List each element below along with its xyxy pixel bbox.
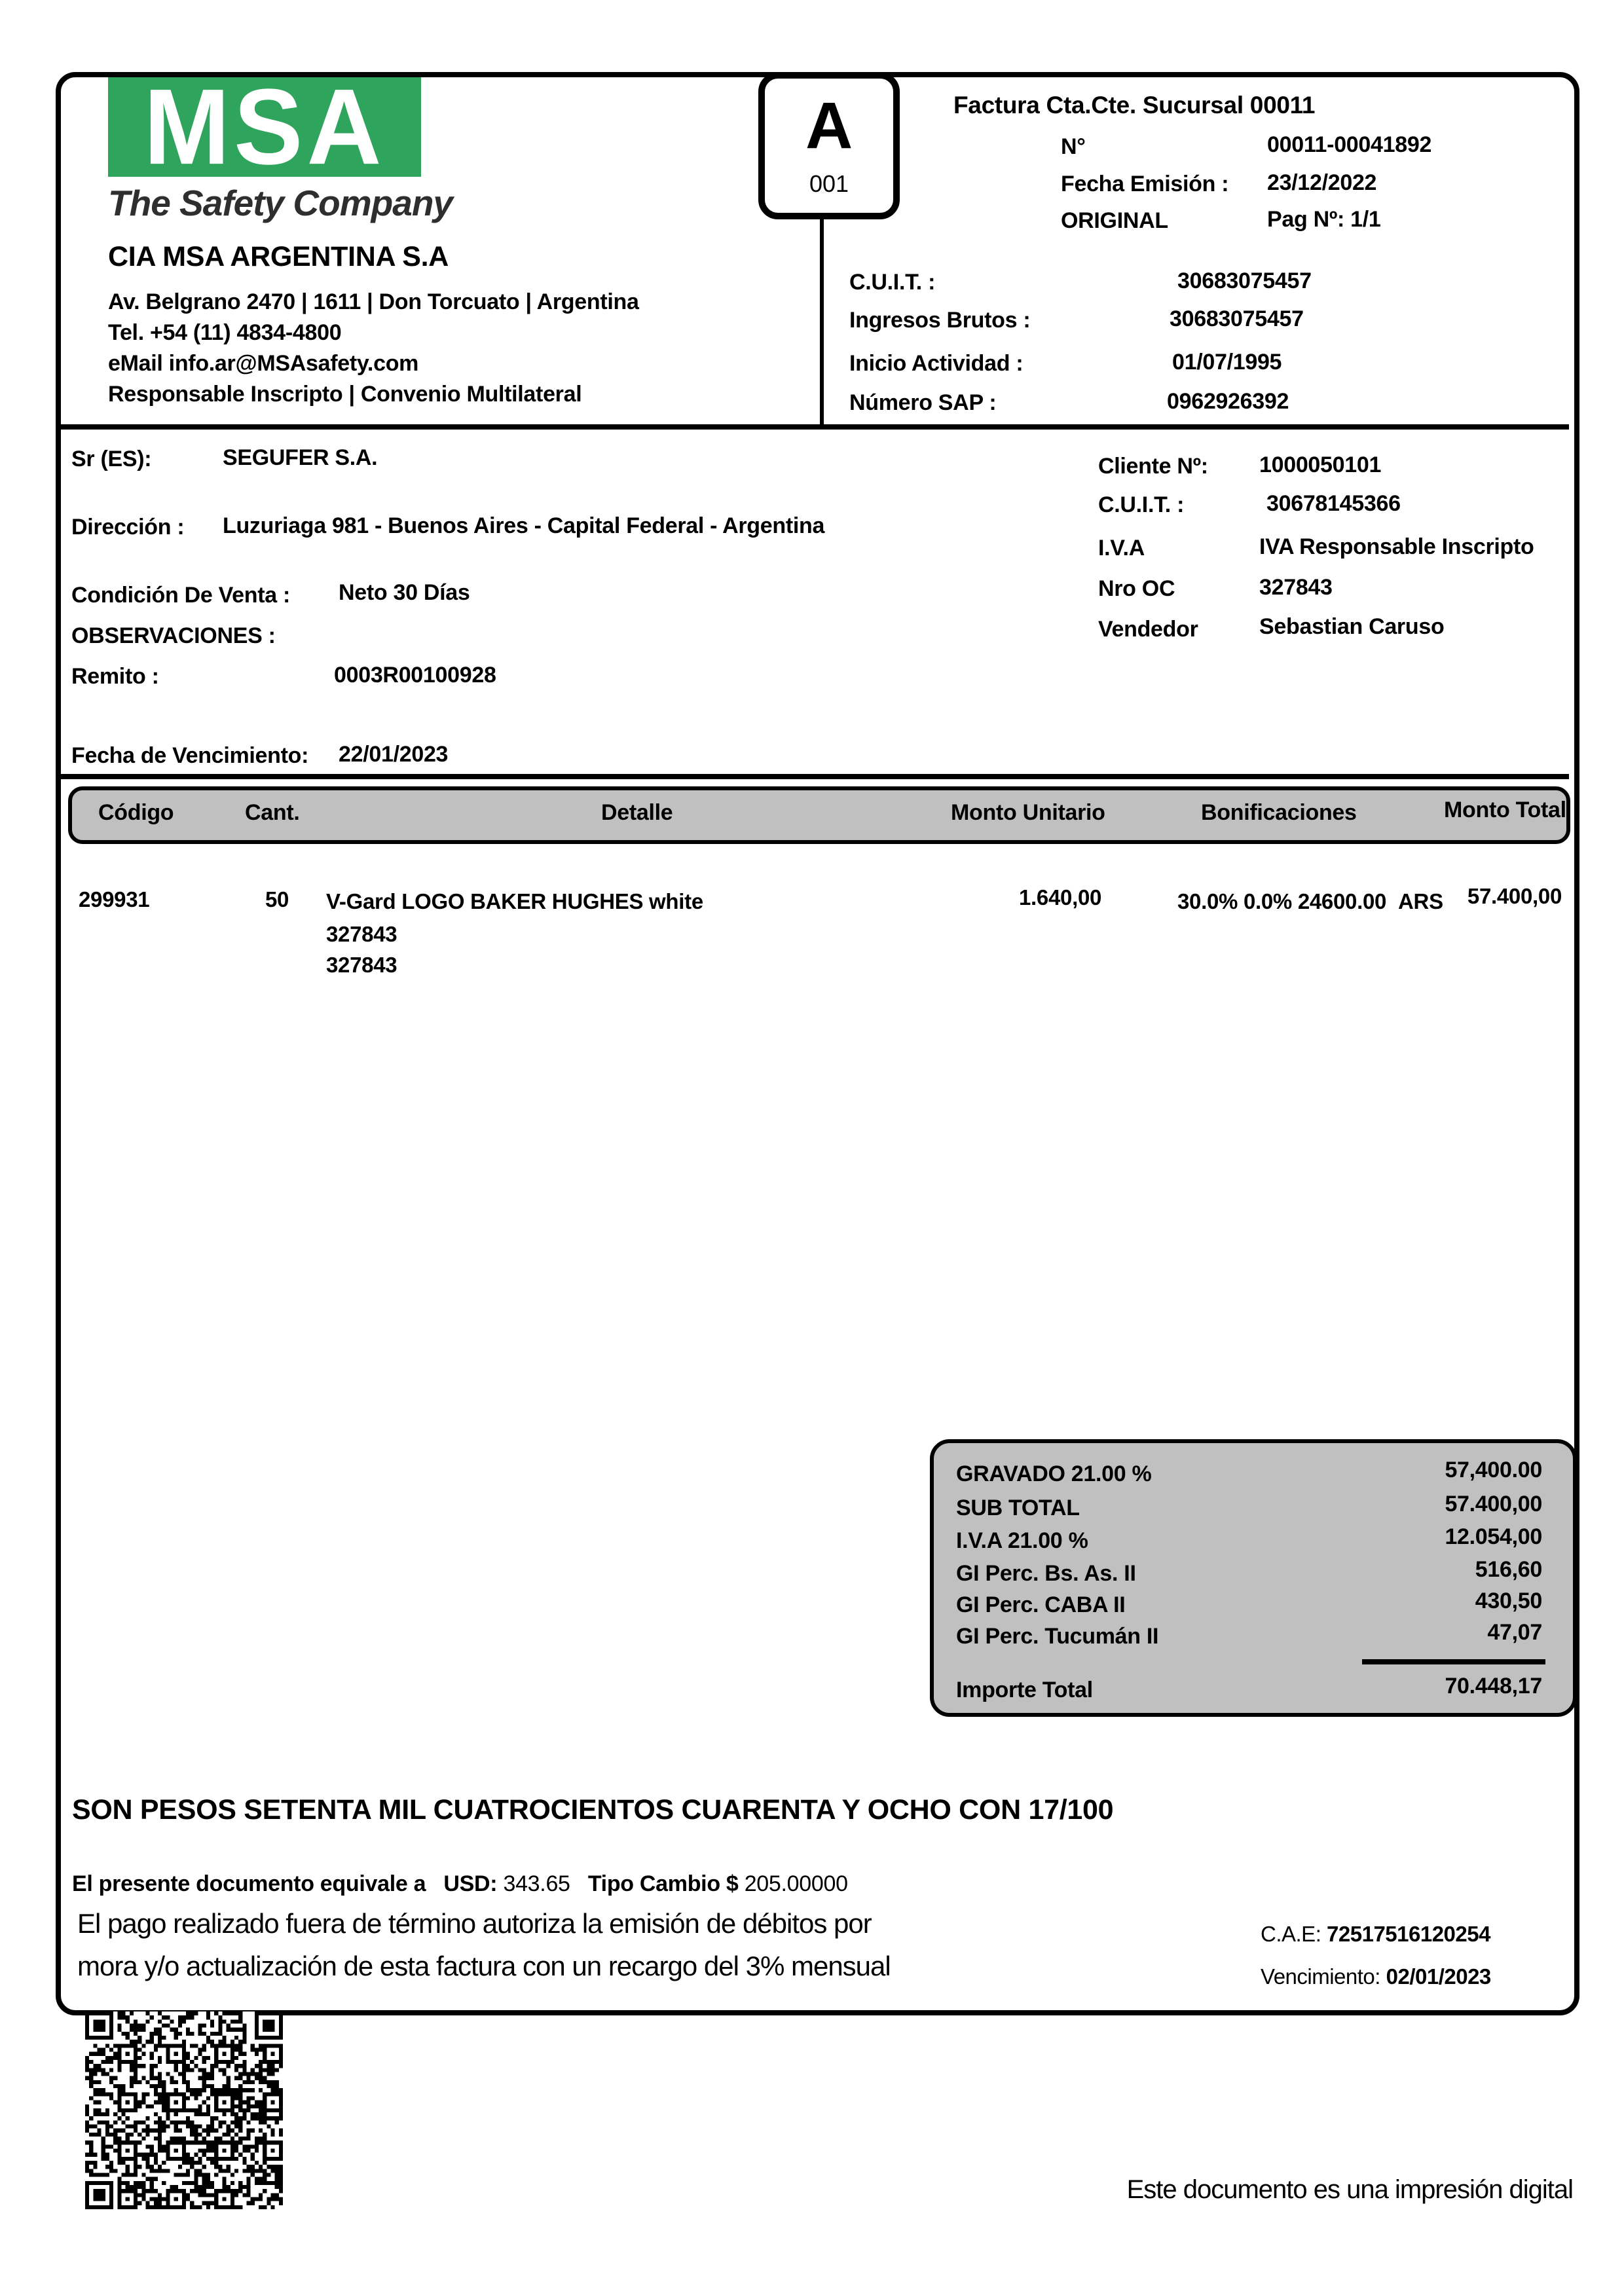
late-payment-line1: El pago realizado fuera de término autoriza la emisión de débitos por: [77, 1908, 872, 1939]
gross-income: 30683075457: [1170, 306, 1304, 331]
client-cuit: 30678145366: [1266, 491, 1401, 516]
invoice-type-code: 001: [809, 170, 849, 197]
totals-rule: [1362, 1659, 1545, 1664]
issue-date: 23/12/2022: [1267, 170, 1377, 195]
invoice-number-label: N°: [1061, 134, 1086, 159]
col-header-code: Código: [98, 800, 174, 825]
msa-logo-text: MSA: [143, 67, 386, 187]
company-info: [108, 287, 639, 410]
company-tax-status: Responsable Inscripto | Convenio Multilateral: [108, 382, 582, 407]
item-detail-line3: 327843: [326, 953, 397, 977]
col-header-total: Monto Total: [1444, 798, 1566, 822]
cae-line: [1261, 1922, 1490, 1947]
item-code: 299931: [79, 887, 150, 911]
qr-code: [85, 2011, 283, 2209]
cae-value: 72517516120254: [1327, 1922, 1490, 1946]
sap-number: 0962926392: [1167, 389, 1289, 414]
client-cuit-label: C.U.I.T. :: [1098, 492, 1185, 517]
seller-label: Vendedor: [1098, 617, 1198, 642]
invoice-type-letter: A: [805, 89, 853, 162]
company-cuit: 30683075457: [1177, 268, 1312, 293]
item-qty: 50: [265, 887, 289, 911]
invoice-number: 00011-00041892: [1267, 132, 1432, 157]
brand-tagline: The Safety Company: [108, 183, 453, 223]
totals-row-label: GI Perc. Bs. As. II: [956, 1561, 1136, 1586]
client-iva-label: I.V.A: [1098, 536, 1145, 560]
equiv-prefix: El presente documento equivale a: [72, 1871, 426, 1896]
totals-row-value: 516,60: [1475, 1557, 1542, 1582]
item-detail: V-Gard LOGO BAKER HUGHES white: [326, 889, 703, 913]
sale-condition-label: Condición De Venta :: [71, 583, 291, 608]
company-address: Av. Belgrano 2470 | 1611 | Don Torcuato | Argentina: [108, 289, 639, 314]
client-number: 1000050101: [1259, 452, 1382, 477]
totals-row-label: I.V.A 21.00 %: [956, 1528, 1088, 1553]
due-date: 22/01/2023: [339, 742, 449, 767]
item-bonifications: 30.0% 0.0% 24600.00: [1177, 889, 1387, 913]
col-header-bonif: Bonificaciones: [1201, 800, 1357, 825]
col-header-qty: Cant.: [245, 800, 300, 825]
usd-label: USD:: [443, 1871, 498, 1896]
digital-print-note: Este documento es una impresión digital: [1126, 2175, 1573, 2204]
totals-row-label: GI Perc. Tucumán II: [956, 1624, 1159, 1649]
invoice-type-box: [758, 72, 900, 219]
company-cuit-label: C.U.I.T. :: [849, 270, 936, 295]
client-iva: IVA Responsable Inscripto: [1259, 534, 1534, 559]
remito-label: Remito :: [71, 664, 159, 689]
item-currency: ARS: [1398, 889, 1443, 913]
remito: 0003R00100928: [334, 663, 496, 688]
client-number-label: Cliente Nº:: [1098, 454, 1208, 479]
seller: Sebastian Caruso: [1259, 614, 1445, 639]
grand-total-label: Importe Total: [956, 1678, 1093, 1702]
observations-label: OBSERVACIONES :: [71, 623, 276, 648]
page-number: Pag Nº: 1/1: [1267, 207, 1381, 232]
header-vertical-divider: [820, 203, 824, 426]
col-header-detail: Detalle: [601, 800, 673, 825]
header-divider: [56, 424, 1569, 430]
activity-start-label: Inicio Actividad :: [849, 351, 1024, 376]
client-oc-label: Nro OC: [1098, 576, 1175, 601]
cae-label: C.A.E:: [1261, 1922, 1321, 1946]
late-payment-notice: [77, 1902, 891, 1987]
late-payment-line2: mora y/o actualización de esta factura con un recargo del 3% mensual: [77, 1951, 891, 1981]
cae-due-label: Vencimiento:: [1261, 1964, 1380, 1989]
company-name: CIA MSA ARGENTINA S.A: [108, 241, 449, 272]
sale-condition: Neto 30 Días: [339, 580, 470, 605]
col-header-unit: Monto Unitario: [951, 800, 1105, 825]
totals-row-value: 47,07: [1487, 1620, 1542, 1645]
client-name: SEGUFER S.A.: [223, 445, 378, 470]
gross-income-label: Ingresos Brutos :: [849, 308, 1031, 333]
exchange-rate-value: 205.00000: [744, 1871, 848, 1896]
totals-row-label: GI Perc. CABA II: [956, 1592, 1126, 1617]
grand-total-value: 70.448,17: [1445, 1674, 1542, 1698]
issue-date-label: Fecha Emisión :: [1061, 172, 1229, 196]
cae-due-value: 02/01/2023: [1386, 1964, 1491, 1989]
item-total: 57.400,00: [1467, 884, 1562, 908]
activity-start: 01/07/1995: [1172, 350, 1282, 375]
invoice-title: Factura Cta.Cte. Sucursal 00011: [953, 92, 1316, 119]
totals-row-value: 57,400.00: [1445, 1458, 1542, 1482]
client-name-label: Sr (ES):: [71, 447, 152, 471]
client-address-label: Dirección :: [71, 515, 185, 540]
item-detail-line2: 327843: [326, 922, 397, 946]
company-email: eMail info.ar@MSAsafety.com: [108, 351, 419, 376]
original-label: ORIGINAL: [1061, 208, 1168, 233]
usd-equivalence-line: [72, 1871, 848, 1897]
client-address: Luzuriaga 981 - Buenos Aires - Capital Federal - Argentina: [223, 513, 825, 538]
totals-row-label: GRAVADO 21.00 %: [956, 1461, 1152, 1486]
client-table-divider: [56, 774, 1569, 779]
due-date-label: Fecha de Vencimiento:: [71, 743, 309, 768]
usd-value: 343.65: [503, 1871, 570, 1896]
client-oc: 327843: [1259, 575, 1333, 600]
exchange-rate-label: Tipo Cambio $: [587, 1871, 739, 1896]
sap-number-label: Número SAP :: [849, 390, 997, 415]
cae-due-line: [1261, 1964, 1491, 1989]
company-phone: Tel. +54 (11) 4834-4800: [108, 320, 342, 345]
totals-row-value: 57.400,00: [1445, 1492, 1542, 1516]
amount-in-words: SON PESOS SETENTA MIL CUATROCIENTOS CUARENTA Y OCHO CON 17/100: [72, 1794, 1114, 1826]
totals-row-value: 12.054,00: [1445, 1524, 1542, 1549]
totals-row-label: SUB TOTAL: [956, 1496, 1080, 1520]
msa-logo: [108, 67, 421, 187]
item-unit-price: 1.640,00: [1019, 885, 1102, 909]
totals-row-value: 430,50: [1475, 1588, 1542, 1613]
